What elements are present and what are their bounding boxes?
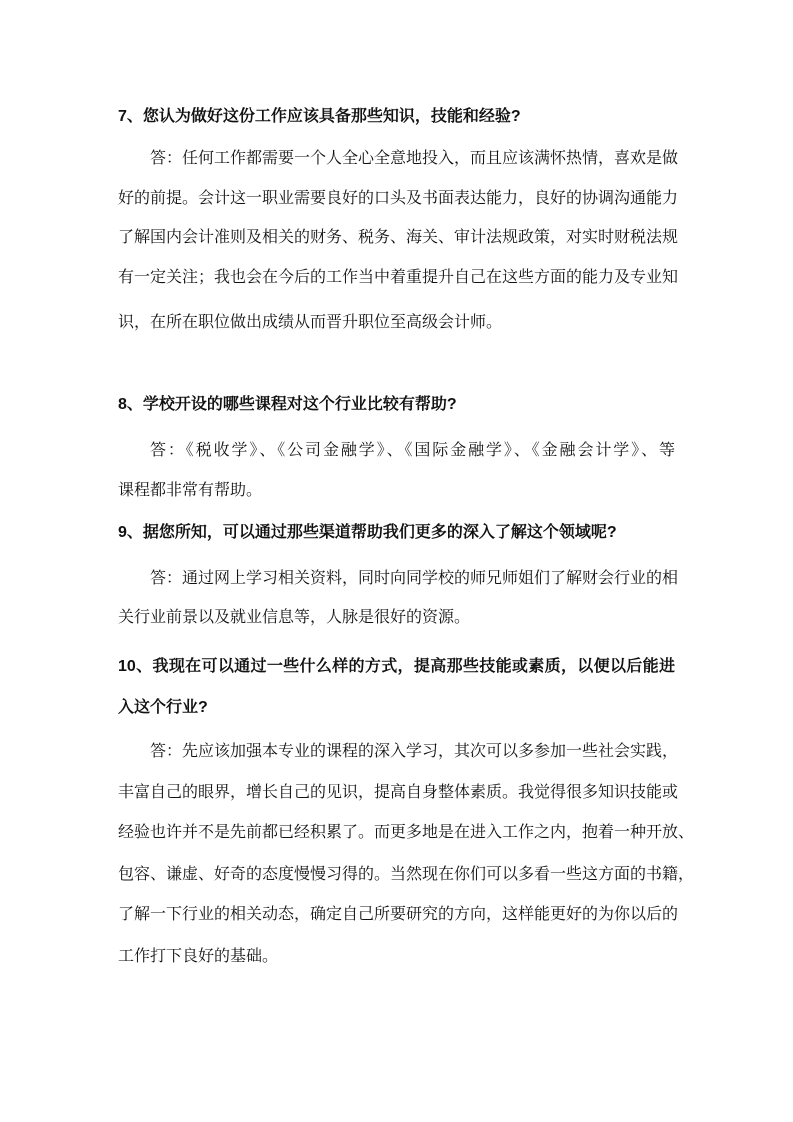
question-10: 10、我现在可以通过一些什么样的方式，提高那些技能或素质，以便以后能进 (118, 658, 675, 675)
question-9: 9、据您所知，可以通过那些渠道帮助我们更多的深入了解这个领域呢? (118, 524, 617, 541)
question-8: 8、学校开设的哪些课程对这个行业比较有帮助? (118, 396, 457, 413)
answer-7-line: 有一定关注；我也会在今后的工作当中着重提升自己在这些方面的能力及专业知 (118, 269, 679, 286)
question-10-cont: 入这个行业? (118, 699, 208, 716)
answer-8-line: 答：《税收学》、《公司金融学》、《国际金融学》、《金融会计学》、等 (150, 442, 675, 459)
answer-10-line: 丰富自己的眼界，增长自己的见识，提高自身整体素质。我觉得很多知识技能或 (118, 784, 679, 801)
answer-7-line: 答：任何工作都需要一个人全心全意地投入，而且应该满怀热情，喜欢是做 (150, 150, 679, 167)
answer-10-line: 了解一下行业的相关动态，确定自己所要研究的方向，这样能更好的为你以后的 (118, 906, 679, 923)
question-7: 7、您认为做好这份工作应该具备那些知识，技能和经验? (118, 108, 521, 125)
answer-10-line: 工作打下良好的基础。 (118, 948, 279, 965)
answer-9-line: 关行业前景以及就业信息等，人脉是很好的资源。 (118, 609, 471, 626)
answer-10-line: 答：先应该加强本专业的课程的深入学习，其次可以多参加一些社会实践， (150, 743, 679, 760)
answer-10-line: 包容、谦虚、好奇的态度慢慢习得的。当然现在你们可以多看一些这方面的书籍， (118, 866, 695, 883)
answer-9-line: 答：通过网上学习相关资料，同时向同学校的师兄师姐们了解财会行业的相 (150, 570, 679, 587)
answer-8-line: 课程都非常有帮助。 (118, 482, 263, 499)
answer-7-line: 了解国内会计准则及相关的财务、税务、海关、审计法规政策，对实时财税法规 (118, 229, 679, 246)
answer-7-line: 识，在所在职位做出成绩从而晋升职位至高级会计师。 (118, 314, 503, 331)
answer-7-line: 好的前提。会计这一职业需要良好的口头及书面表达能力，良好的协调沟通能力 (118, 190, 679, 207)
answer-10-line: 经验也许并不是先前都已经积累了。而更多地是在进入工作之内，抱着一种开放、 (118, 824, 695, 841)
